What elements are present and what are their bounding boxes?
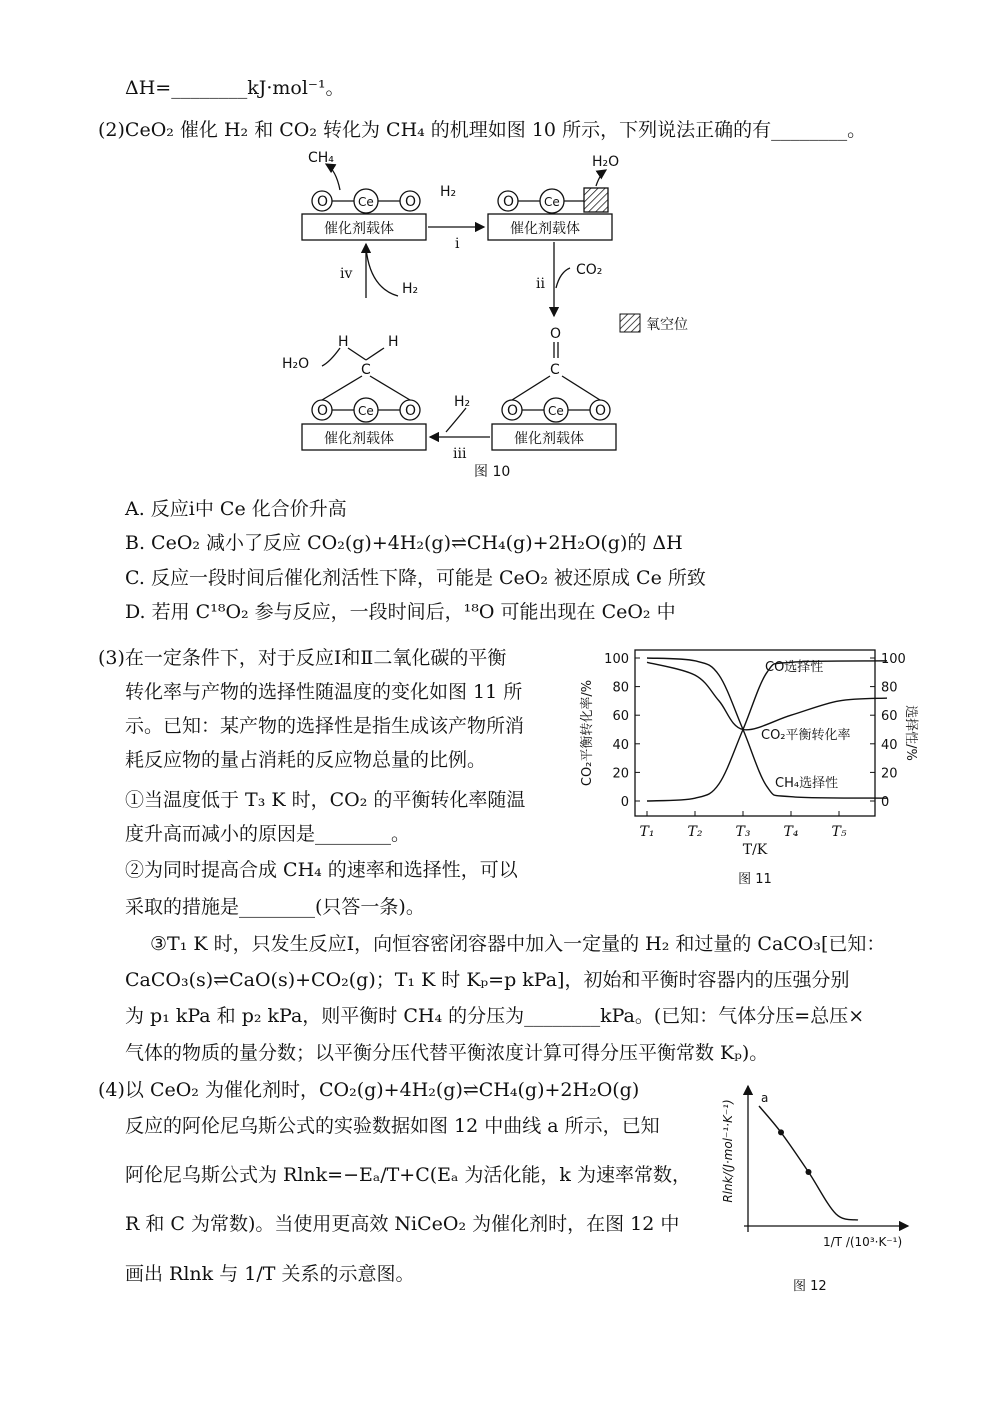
q3-line: 度升高而减小的原因是________。 — [125, 823, 411, 845]
series-label: CO选择性 — [765, 660, 824, 675]
y-tick-label-right: 80 — [881, 680, 898, 696]
species-h2o: H₂O — [282, 356, 310, 372]
species-h2: H₂ — [402, 281, 419, 297]
species-h2o: H₂O — [592, 154, 620, 170]
q3-line: ①当温度低于 T₃ K 时，CO₂ 的平衡转化率随温 — [125, 789, 526, 811]
x-tick-label: T₁ — [639, 824, 655, 840]
y-tick-label-right: 20 — [881, 766, 898, 782]
figure-11-chart — [575, 638, 918, 890]
q3-line: 耗反应物的量占消耗的反应物总量的比例。 — [125, 749, 487, 771]
atom-o: O — [317, 403, 329, 419]
figure-11-caption: 图 11 — [738, 872, 772, 887]
atom-o: O — [503, 194, 515, 210]
series-line — [759, 1106, 858, 1220]
q3-line: 气体的物质的量分数；以平衡分压代替平衡浓度计算可得分压平衡常数 Kₚ)。 — [125, 1042, 769, 1064]
x-tick-label: T₂ — [687, 824, 703, 840]
atom-o: O — [550, 326, 562, 342]
figure-10 — [270, 148, 720, 480]
step-iii: iii — [453, 446, 467, 462]
atom-ce: Ce — [358, 195, 374, 209]
y-tick-label-left: 100 — [604, 652, 629, 667]
q3-line: 为 p₁ kPa 和 p₂ kPa，则平衡时 CH₄ 的分压为________kPa。(已知：气体分压=总压× — [125, 1005, 865, 1027]
x-tick-label: T₅ — [831, 824, 847, 840]
q2-option-d: D. 若用 C¹⁸O₂ 参与反应，一段时间后，¹⁸O 可能出现在 CeO₂ 中 — [125, 601, 676, 623]
q4-line: R 和 C 为常数)。当使用更高效 NiCeO₂ 为催化剂时，在图 12 中 — [125, 1213, 680, 1235]
series-label: CH₄选择性 — [775, 776, 839, 791]
figure-10-caption: 图 10 — [474, 464, 511, 480]
q4-line: 阿伦尼乌斯公式为 Rlnk=−Eₐ/T+C(Eₐ 为活化能，k 为速率常数， — [125, 1164, 691, 1186]
atom-ce: Ce — [358, 404, 374, 418]
q3-line: ②为同时提高合成 CH₄ 的速率和选择性，可以 — [125, 859, 518, 881]
data-point — [778, 1129, 784, 1135]
legend-vacancy-swatch — [620, 314, 640, 332]
q2-stem: (2)CeO₂ 催化 H₂ 和 CO₂ 转化为 CH₄ 的机理如图 10 所示，下列说法正确的有________。 — [98, 119, 867, 141]
q3-line: (3)在一定条件下，对于反应Ⅰ和Ⅱ二氧化碳的平衡 — [98, 647, 507, 669]
atom-c: C — [550, 362, 560, 378]
q2-option-a: A. 反应ⅰ中 Ce 化合价升高 — [125, 498, 347, 520]
atom-o: O — [405, 403, 417, 419]
support-label: 催化剂载体 — [324, 221, 394, 237]
q2-option-c: C. 反应一段时间后催化剂活性下降，可能是 CeO₂ 被还原成 Ce 所致 — [125, 567, 706, 589]
y-tick-label-right: 100 — [881, 652, 906, 667]
x-axis-label: T/K — [742, 842, 768, 858]
q4-line: (4)以 CeO₂ 为催化剂时，CO₂(g)+4H₂(g)⇌CH₄(g)+2H₂O(g) — [98, 1079, 640, 1101]
legend-vacancy-label: 氧空位 — [646, 317, 688, 333]
q4-line: 画出 Rlnk 与 1/T 关系的示意图。 — [125, 1263, 415, 1285]
y-axis-label-left: CO₂平衡转化率/% — [580, 679, 595, 787]
species-co2: CO₂ — [576, 262, 603, 278]
oxygen-vacancy-box — [584, 188, 608, 212]
atom-o: O — [317, 194, 329, 210]
figure-12-chart — [718, 1076, 918, 1298]
y-tick-label-left: 40 — [612, 737, 629, 753]
step-iv: iv — [340, 266, 353, 282]
support-label: 催化剂载体 — [514, 431, 584, 447]
y-tick-label-left: 80 — [612, 680, 629, 696]
x-tick-label: T₄ — [783, 824, 799, 840]
support-label: 催化剂载体 — [324, 431, 394, 447]
figure-12-caption: 图 12 — [793, 1279, 827, 1294]
x-axis-label: 1/T /(10³·K⁻¹) — [823, 1235, 903, 1249]
support-label: 催化剂载体 — [510, 221, 580, 237]
species-h2: H₂ — [454, 394, 471, 410]
y-tick-label-left: 0 — [620, 795, 629, 810]
atom-ce: Ce — [548, 404, 564, 418]
q3-line: CaCO₃(s)⇌CaO(s)+CO₂(g)；T₁ K 时 Kₚ=p kPa]，初始和平衡时容器内的压强分别 — [125, 969, 850, 991]
y-tick-label-right: 60 — [881, 709, 898, 725]
y-tick-label-left: 60 — [612, 709, 629, 725]
atom-o: O — [595, 403, 607, 419]
atom-c: C — [361, 362, 371, 378]
atom-o: O — [405, 194, 417, 210]
step-i: i — [455, 236, 460, 252]
species-h2: H₂ — [440, 184, 457, 200]
series-label: a — [761, 1091, 769, 1105]
species-ch4: CH₄ — [308, 150, 334, 166]
atom-h: H — [388, 334, 399, 350]
q1-answer-line: ΔH=________kJ·mol⁻¹。 — [125, 77, 345, 99]
series-label: CO₂平衡转化率 — [761, 728, 851, 743]
atom-ce: Ce — [544, 195, 560, 209]
x-tick-label: T₃ — [735, 824, 751, 840]
q3-line: ③T₁ K 时，只发生反应Ⅰ，向恒容密闭容器中加入一定量的 H₂ 和过量的 CaCO₃[已知： — [150, 933, 886, 955]
y-axis-label-right: 选择性/% — [903, 705, 918, 761]
step-ii: ii — [536, 276, 545, 292]
y-axis-label: Rlnk/(J·mol⁻¹·K⁻¹) — [721, 1099, 735, 1203]
q3-line: 转化率与产物的选择性随温度的变化如图 11 所 — [125, 681, 523, 703]
y-tick-label-left: 20 — [612, 766, 629, 782]
q2-option-b: B. CeO₂ 减小了反应 CO₂(g)+4H₂(g)⇌CH₄(g)+2H₂O(g)的 ΔH — [125, 532, 683, 554]
q3-line: 采取的措施是________(只答一条)。 — [125, 896, 425, 918]
q3-line: 示。已知：某产物的选择性是指生成该产物所消 — [125, 715, 525, 737]
atom-h: H — [338, 334, 349, 350]
y-tick-label-right: 0 — [881, 795, 890, 810]
data-point — [806, 1169, 812, 1175]
y-tick-label-right: 40 — [881, 737, 898, 753]
q4-line: 反应的阿伦尼乌斯公式的实验数据如图 12 中曲线 a 所示，已知 — [125, 1115, 660, 1137]
atom-o: O — [507, 403, 519, 419]
